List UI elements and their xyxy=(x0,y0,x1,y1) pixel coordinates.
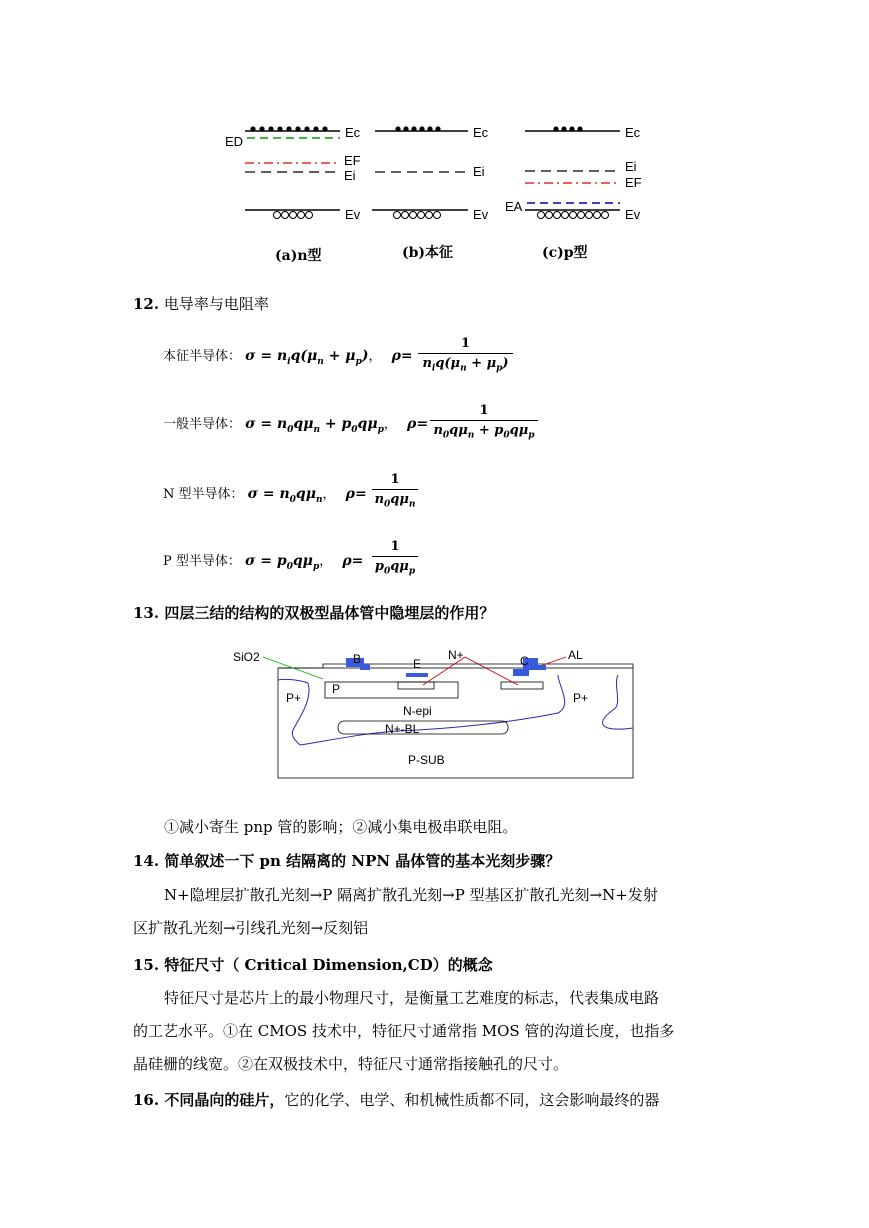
band-p-type xyxy=(505,125,642,222)
label-ea: EA xyxy=(505,199,523,214)
section-13-title: 13. 四层三结的结构的双极型晶体管中隐埋层的作用？ xyxy=(133,604,495,622)
label-ev-n: Ev xyxy=(345,207,361,222)
label-ec-i: Ec xyxy=(473,125,489,140)
formula-general: 一般半导体： $\sigma = n_0q\mu_n + p_0q\mu_p$， ρ= xyxy=(163,416,429,435)
section-14-line2: 区扩散孔光刻→引线孔光刻→反刻铝 xyxy=(133,919,369,937)
label-ef-n: EF xyxy=(344,153,361,168)
label-p-base: P xyxy=(332,682,341,696)
section-12-title: 12. 电导率与电阻率 xyxy=(133,295,269,313)
label-nepi: N-epi xyxy=(403,704,432,718)
label-ev-p: Ev xyxy=(625,207,641,222)
label-pplus-left: P+ xyxy=(286,691,302,705)
label-al: AL xyxy=(568,648,583,662)
fraction-n-type: 1 $n_0q\mu_n$ xyxy=(372,472,418,510)
label-nplus: N+ xyxy=(448,648,464,662)
label-ec-p: Ec xyxy=(625,125,641,140)
label-emitter: E xyxy=(413,657,422,671)
section-15-line1: 特征尺寸是芯片上的最小物理尺寸，是衡量工艺难度的标志，代表集成电路 xyxy=(164,989,660,1007)
label-ei-i: Ei xyxy=(473,164,485,179)
band-intrinsic xyxy=(372,125,489,222)
label-ev-i: Ev xyxy=(473,207,489,222)
caption-n: (a)n型 xyxy=(275,248,322,264)
bjt-cross-section xyxy=(228,645,638,785)
fraction-p-type: 1 $p_0q\mu_p$ xyxy=(372,539,418,577)
caption-p: (c)p型 xyxy=(542,245,588,261)
label-ei-n: Ei xyxy=(344,168,356,183)
formula-p-type: P 型半导体： $\sigma = p_0q\mu_p$， ρ= xyxy=(163,553,364,572)
fraction-general: 1 $n_0q\mu_n + p_0q\mu_p$ xyxy=(430,403,538,441)
label-sio2: SiO2 xyxy=(233,650,260,664)
label-ei-p: Ei xyxy=(625,159,637,174)
band-diagram xyxy=(220,115,660,270)
section-14-title: 14. 简单叙述一下 pn 结隔离的 NPN 晶体管的基本光刻步骤？ xyxy=(133,852,561,870)
caption-i: (b)本征 xyxy=(402,245,454,261)
section-15-title: 15. 特征尺寸（ Critical Dimension,CD）的概念 xyxy=(133,956,493,974)
section-14-line1: N+隐埋层扩散孔光刻→P 隔离扩散孔光刻→P 型基区扩散孔光刻→N+发射 xyxy=(164,886,658,904)
section-13-answer: ①减小寄生 pnp 管的影响；②减小集电极串联电阻。 xyxy=(164,818,518,836)
label-base: B xyxy=(353,652,362,666)
label-ef-p: EF xyxy=(625,175,642,190)
band-n-type xyxy=(225,125,361,222)
label-ec-n: Ec xyxy=(345,125,361,140)
fraction-intrinsic: 1 $n_iq(\mu_n + \mu_p)$ xyxy=(418,336,513,374)
section-15-line3: 晶硅栅的线宽。②在双极技术中，特征尺寸通常指接触孔的尺寸。 xyxy=(133,1055,569,1073)
label-collector: C xyxy=(520,654,529,668)
formula-intrinsic: 本征半导体： $\sigma = n_iq(\mu_n + \mu_p)$， ρ= xyxy=(163,348,413,367)
section-15-line2: 的工艺水平。①在 CMOS 技术中，特征尺寸通常指 MOS 管的沟道长度，也指多 xyxy=(133,1022,675,1040)
label-pplus-right: P+ xyxy=(573,691,589,705)
formula-n-type: N 型半导体： $\sigma = n_0q\mu_n$， ρ= xyxy=(163,486,367,505)
label-ed: ED xyxy=(225,134,244,149)
label-psub: P-SUB xyxy=(408,753,445,767)
section-16-title: 16. 不同晶向的硅片，它的化学、电学、和机械性质都不同，这会影响最终的器 xyxy=(133,1091,660,1109)
label-nbl: N+-BL xyxy=(385,722,420,736)
